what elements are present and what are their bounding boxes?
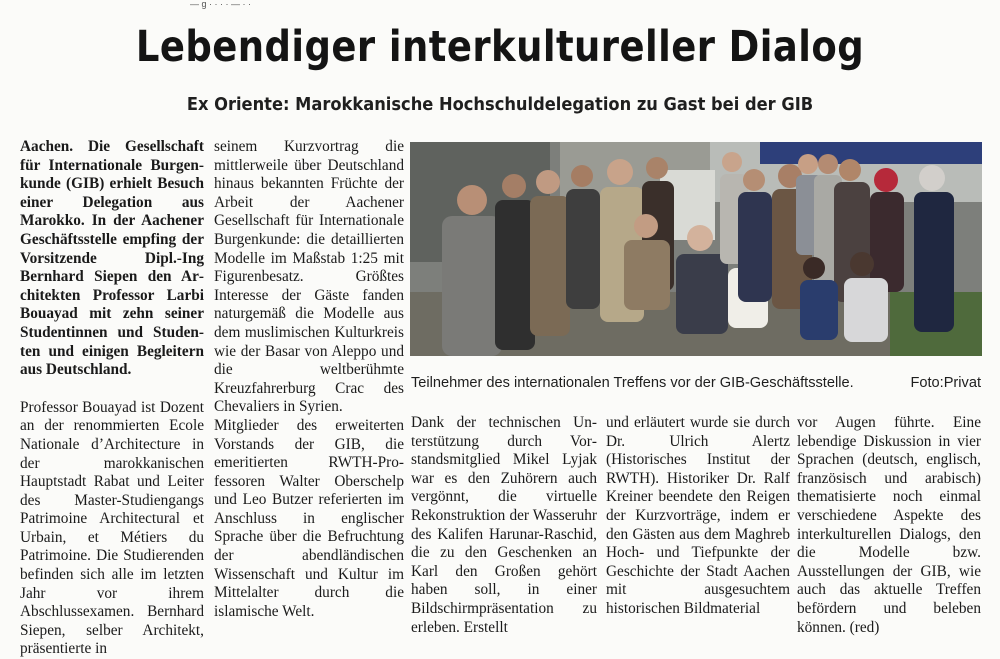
article-column-3 <box>411 414 597 637</box>
photo-credit: Foto:Privat <box>910 375 981 391</box>
article-col4: und erläutert wurde sie durch Dr. Ulrich Alertz (Historisches Institut der RWTH). Historiker Dr. Ralf Kreiner beendete den Reigen der Kurzvorträge, indem er den Gästen aus dem Maghreb Hoch- und Tiefpunkte der Geschichte der Stadt Aachen mit ausgesuchtem historischen Bildmaterial <box>606 414 790 617</box>
article-column-5 <box>797 414 981 637</box>
article-column-4 <box>606 414 790 619</box>
article-column-2 <box>214 138 404 621</box>
article-col3: Dank der technischen Unterstützung durch Vorstandsmitglied Mikel Lyjak war es den Zuhörern auch vergönnt, die virtuelle Rekonstruktion der Wasseruhr des Kalifen Harunar-Raschid, die zu den Geschenken an Karl den Großen gehört haben soll, in einer Bildschirmpräsentation zu erleben. Erstellt <box>411 414 597 636</box>
article-col1-body: Professor Bouayad ist Dozent an der renommierten Ecole Nationale d’Architecture in der marokkanischen Hauptstadt Rabat und Leiter des Master-Studiengangs Patrimoine Architectural et Urbain, et Métiers du Patrimoine. Die Studierenden befinden sich alle im letzten Jahr vor ihrem Abschlussexamen. Bernhard Siepen, selber Architekt, präsentierte in <box>20 398 204 658</box>
article-col5: vor Augen führte. Eine lebendige Diskussion in vier Sprachen (deutsch, englisch, französisch und arabisch) thematisierte noch einmal verschiedene Aspekte des interkulturellen Dialogs, den die Modelle bzw. Ausstellungen der GIB, wie auch das aktuelle Treffen befördern und beleben können. (red) <box>797 414 981 636</box>
photo-caption: Teilnehmer des internationalen Treffens vor der GIB-Geschäftsstelle. <box>411 375 854 391</box>
article-col2-p2: Mitglieder des erweiterten Vorstands der GIB, die emeritierten RWTH-Professoren Walter Oberschelp und Leo Butzer referierten im Anschluss in englischer Sprache über die Befruchtung der abendländischen Wissenschaft und Kultur im Mittelalter durch die islamische Welt. <box>214 416 404 620</box>
article-col2-p1: seinem Kurzvortrag die mittlerweile über Deutschland hinaus bekannten Früchte der Arbeit der Aachener Gesellschaft für Internationale Burgenkunde: die detaillierten Modelle im Maßstab 1:25 mit Figurenbesatz. Größtes Interesse der Gäste fanden naturgemäß die Modelle aus dem muslimischen Kulturkreis wie der Basar von Aleppo und die weltberühmte Kreuzfahrerburg Crac des Chevaliers in Syrien. <box>214 138 404 416</box>
article-column-1 <box>20 138 204 659</box>
subheadline: Ex Oriente: Marokkanische Hochschuldelegation zu Gast bei der GIB <box>186 95 814 115</box>
article-lead: Aachen. Die Gesellschaft für Internationale Burgenkunde (GIB) erhielt Besuch einer Delegation aus Marokko. In der Aachener Geschäftsstelle empfing der Vorsitzende Dipl.-Ing Bernhard Siepen den Architekten Professor Larbi Bouayad mit zehn seiner Studentinnen und Studenten und einigen Begleitern aus Deutschland. <box>20 138 204 379</box>
photo-caption-row <box>411 375 981 391</box>
group-photo-illustration <box>410 142 982 356</box>
top-strip: — g · · · · — · · <box>190 0 251 9</box>
group-photo <box>410 142 982 356</box>
headline: Lebendiger interkultureller Dialog <box>135 22 865 72</box>
